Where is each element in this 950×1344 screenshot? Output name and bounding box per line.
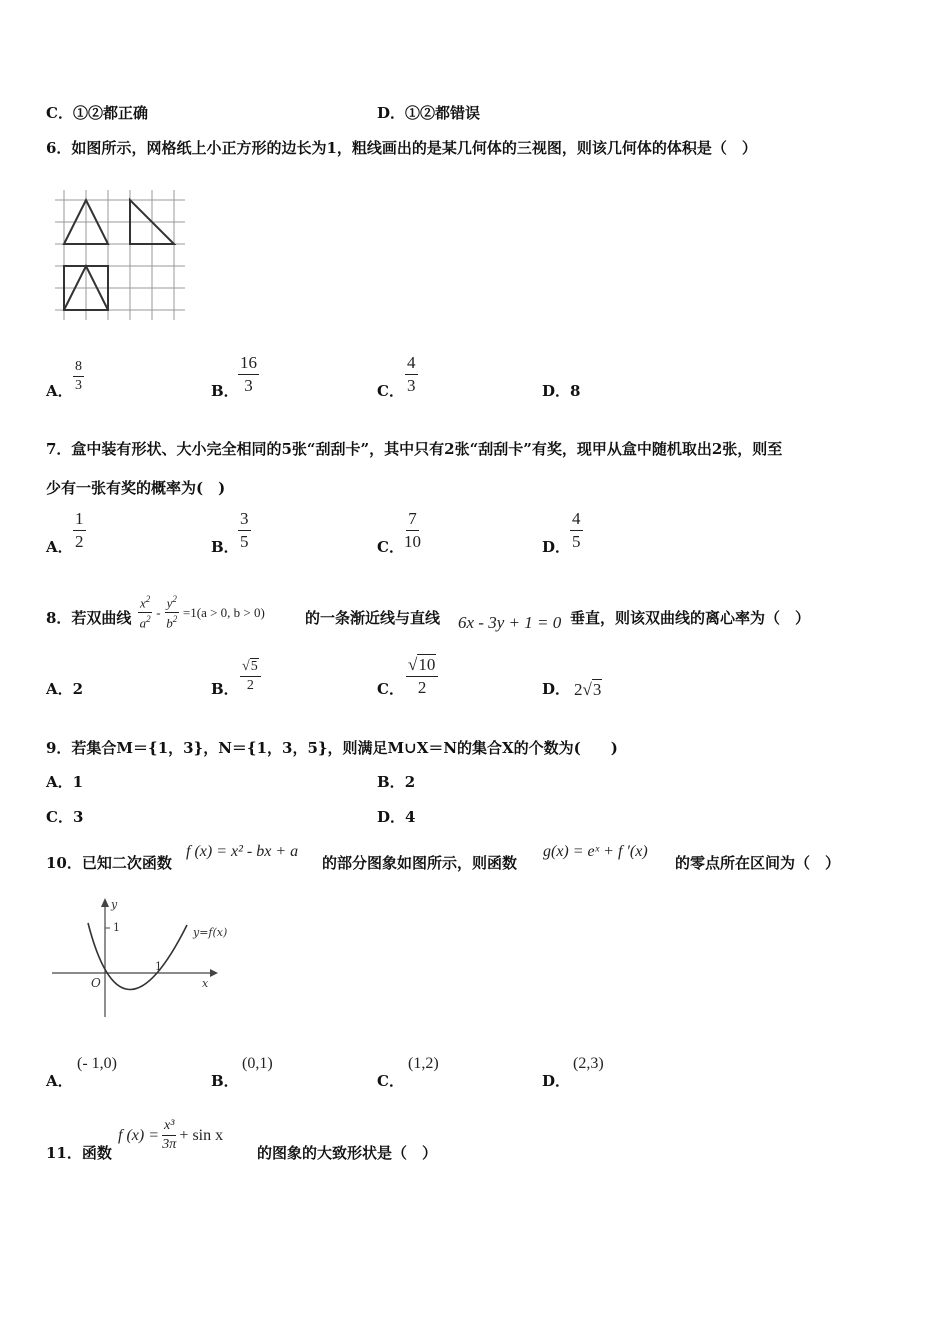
q6-option-b-letter: B． <box>211 382 239 400</box>
q8-line-equation: 6x - 3y + 1 = 0 <box>458 613 562 632</box>
question-8-suffix: 垂直，则该双曲线的离心率为（ ） <box>570 609 811 627</box>
question-11-prefix: 11．函数 <box>46 1144 112 1162</box>
q6-option-c-fraction: $\frac{4}{3}$ <box>407 353 416 395</box>
q5-option-d: D．①②都错误 <box>377 104 481 122</box>
q7-option-b-fraction: $\frac{3}{5}$ <box>240 509 249 551</box>
q8-option-d-value: 2√3 <box>574 680 602 699</box>
q7-option-c-letter: C． <box>377 538 404 556</box>
question-9-stem: 9．若集合M＝{1，3}，N＝{1，3，5}，则满足M∪X＝N的集合X的个数为( ) <box>46 739 618 757</box>
x-tick-label: 1 <box>155 960 162 973</box>
grid-lines <box>55 190 185 320</box>
q10-option-a-value: (- 1,0) <box>77 1055 117 1072</box>
q7-option-d-letter: D． <box>542 538 571 556</box>
y-axis-label: y <box>111 898 118 911</box>
q10-option-c-value: (1,2) <box>408 1055 439 1072</box>
question-7-stem-line2: 少有一张有奖的概率为( ) <box>46 479 226 497</box>
question-11-suffix: 的图象的大致形状是（ ） <box>257 1144 438 1162</box>
q10-option-c-letter: C． <box>377 1072 404 1090</box>
q7-option-a-fraction: $\frac{1}{2}$ <box>75 509 84 551</box>
q10-option-b-letter: B． <box>211 1072 239 1090</box>
x-axis-label: x <box>202 977 209 990</box>
q11-fraction: $\frac{\text{x³}}{3\pi}$ <box>162 1118 177 1153</box>
question-8-prefix: 8．若双曲线 <box>46 609 132 627</box>
q7-option-b-letter: B． <box>211 538 239 556</box>
q5-option-c: C．①②都正确 <box>46 104 148 122</box>
q10-parabola-graph <box>50 895 240 1020</box>
question-10-middle: 的部分图象如图所示，则函数 <box>322 854 518 872</box>
y-axis-arrow <box>101 898 109 907</box>
q6-option-b-fraction: $\frac{16}{3}$ <box>240 353 257 395</box>
x2-over-a2: $\frac{x^2}{a^2}$ <box>139 594 151 631</box>
q10-f-expression: f (x) = x² - bx + a <box>186 843 299 860</box>
q10-option-d-value: (2,3) <box>573 1055 604 1072</box>
q9-option-d: D．4 <box>377 808 416 826</box>
q7-option-c-fraction: $\frac{7}{10}$ <box>404 509 421 551</box>
q8-option-b-fraction: $\frac{√5}{2}$ <box>240 659 261 694</box>
thick-view-lines <box>64 200 174 310</box>
q6-option-a-fraction: $\frac{8}{3}$ <box>75 359 82 394</box>
question-10-suffix: 的零点所在区间为（ ） <box>675 854 841 872</box>
q8-option-c-fraction: $\frac{√10}{2}$ <box>406 655 438 697</box>
y-tick-label: 1 <box>113 921 120 934</box>
q8-option-a: A．2 <box>46 680 84 698</box>
q7-option-a-letter: A． <box>46 538 73 556</box>
q6-option-d: D．8 <box>542 382 581 400</box>
q7-option-d-fraction: $\frac{4}{5}$ <box>572 509 581 551</box>
q10-g-expression: g(x) = eˣ + f ′(x) <box>543 843 648 860</box>
question-7-stem-line1: 7．盒中装有形状、大小完全相同的5张“刮刮卡”，其中只有2张“刮刮卡”有奖，现甲从盒中随机取出2张，则至 <box>46 440 783 458</box>
origin-label: O <box>91 976 101 990</box>
question-8-middle: 的一条渐近线与直线 <box>305 609 441 627</box>
question-6-stem: 6．如图所示，网格纸上小正方形的边长为1，粗线画出的是某几何体的三视图，则该几何体的体积是（ ） <box>46 139 757 157</box>
q8-option-b-letter: B． <box>211 680 239 698</box>
q10-option-d-letter: D． <box>542 1072 571 1090</box>
q10-option-b-value: (0,1) <box>242 1055 273 1072</box>
parabola-curve <box>88 923 187 990</box>
q9-option-a: A．1 <box>46 773 84 791</box>
y2-over-b2: $\frac{y^2}{b^2}$ <box>166 594 178 631</box>
three-view-grid-figure <box>55 190 185 320</box>
question-10-prefix: 10．已知二次函数 <box>46 854 172 872</box>
q8-hyperbola-equation: $\frac{x^2}{a^2}$ - $\frac{y^2}{b^2}$ =1(a > 0, b > 0) <box>139 594 265 631</box>
q6-option-a-letter: A． <box>46 382 73 400</box>
q9-option-b: B．2 <box>377 773 416 791</box>
q8-option-d-letter: D． <box>542 680 571 698</box>
q6-option-c-letter: C． <box>377 382 404 400</box>
q9-option-c: C．3 <box>46 808 84 826</box>
q8-option-c-letter: C． <box>377 680 404 698</box>
x-axis-arrow <box>210 969 218 977</box>
q10-option-a-letter: A． <box>46 1072 73 1090</box>
q11-function-expression: f (x) = $\frac{\text{x³}}{3\pi}$ + sin x <box>118 1118 224 1153</box>
curve-label: y=f(x) <box>193 926 228 939</box>
